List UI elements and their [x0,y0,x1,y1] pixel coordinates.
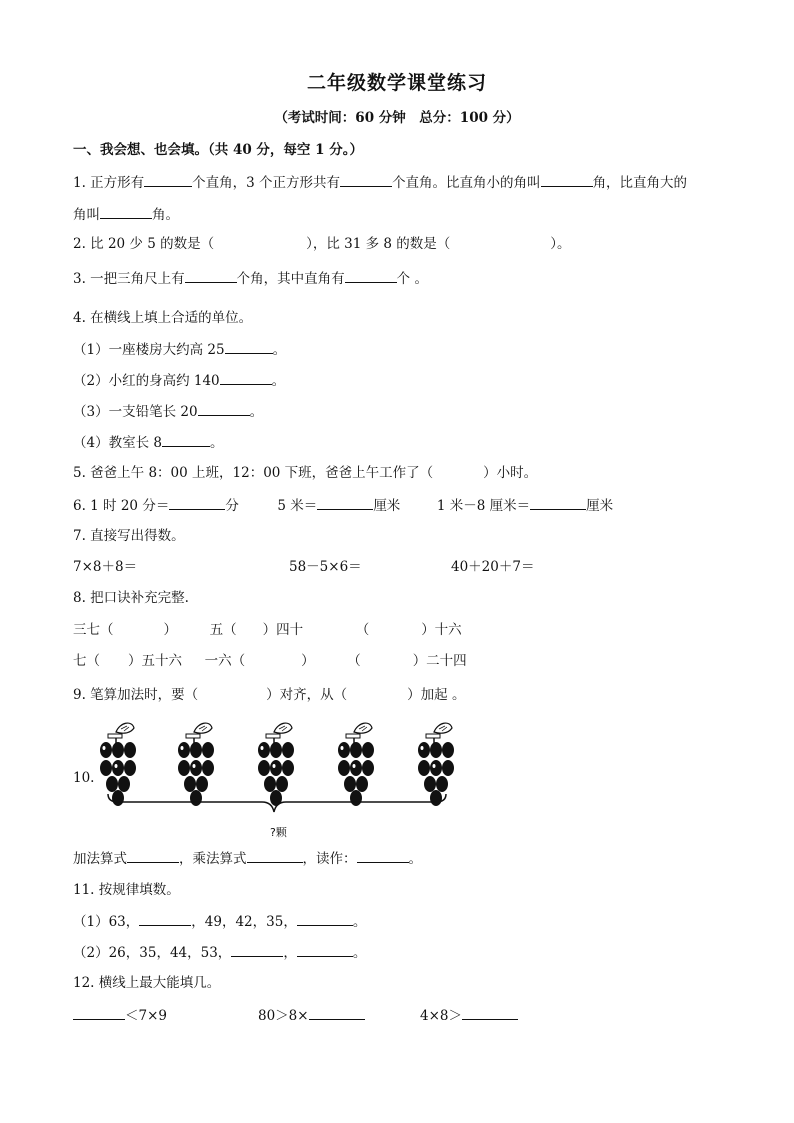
question-1: 1. 正方形有 个直角，3 个正方形共有 个直角。比直角小的角叫 角，比直角大的 [73,172,687,193]
answer-blank[interactable] [297,942,353,957]
section-heading: 一、我会想、也会填。（共 40 分，每空 1 分。） [73,142,363,158]
answer-blank[interactable] [231,942,283,957]
answer-blank[interactable] [100,204,152,219]
question-12-expr-1: ＜7×9 [73,1005,167,1026]
answer-blank[interactable] [309,1005,365,1020]
question-12-expr-3: 4×8＞ [420,1005,518,1026]
question-6: 6. 1 时 20 分＝ 分 5 米＝ 厘米 1 米－8 厘米＝ 厘米 [73,495,613,516]
answer-blank[interactable] [198,401,250,416]
question-12-expr-2: 80＞8× [258,1005,365,1026]
question-8-row-2: 七（ ）五十六 一六（ ） （ ）二十四 [73,653,467,669]
question-10: 加法算式 ，乘法算式 ，读作： 。 [73,848,422,869]
question-7-expr-2: 58－5×6＝ [289,559,362,575]
question-4: 4. 在横线上填上合适的单位。 [73,310,253,326]
question-8-row-1: 三七（ ） 五（ ）四十 （ ）十六 [73,622,462,638]
question-1-cont: 角叫 角。 [73,204,179,225]
question-8: 8. 把口诀补充完整. [73,590,189,606]
exam-info: （考试时间：60 分钟 总分：100 分） [274,110,520,126]
question-7: 7. 直接写出得数。 [73,528,185,544]
question-11: 11. 按规律填数。 [73,882,180,898]
answer-blank[interactable] [144,172,192,187]
question-4-item-1: （1）一座楼房大约高 25 。 [73,339,286,360]
answer-blank[interactable] [127,848,179,863]
answer-blank[interactable] [162,432,210,447]
answer-blank[interactable] [345,268,397,283]
grape-count-caption: ?颗 [270,826,287,839]
answer-blank[interactable] [317,495,373,510]
answer-blank[interactable] [357,848,409,863]
question-4-item-2: （2）小红的身高约 140 。 [73,370,285,391]
answer-blank[interactable] [462,1005,518,1020]
answer-blank[interactable] [340,172,392,187]
question-5: 5. 爸爸上午 8：00 上班，12：00 下班，爸爸上午工作了（ ）小时。 [73,465,538,481]
answer-blank[interactable] [297,911,353,926]
question-11-seq-1: （1）63， ，49，42，35， 。 [73,911,366,932]
question-2: 2. 比 20 少 5 的数是（ ），比 31 多 8 的数是（ ）。 [73,236,571,252]
answer-blank[interactable] [225,339,273,354]
answer-blank[interactable] [169,495,225,510]
question-12: 12. 横线上最大能填几。 [73,975,221,991]
question-4-item-4: （4）教室长 8 。 [73,432,223,453]
answer-blank[interactable] [220,370,272,385]
answer-blank[interactable] [73,1005,125,1020]
answer-blank[interactable] [530,495,586,510]
question-10-number: 10. [73,770,95,786]
question-7-expr-3: 40＋20＋7＝ [451,559,535,575]
question-9: 9. 笔算加法时，要（ ）对齐，从（ ）加起 。 [73,687,466,703]
page-title: 二年级数学课堂练习 [306,72,487,94]
grape-bunches-illustration [90,720,470,830]
answer-blank[interactable] [541,172,593,187]
question-11-seq-2: （2）26，35，44，53， ， 。 [73,942,366,963]
answer-blank[interactable] [185,268,237,283]
question-4-item-3: （3）一支铅笔长 20 。 [73,401,263,422]
answer-blank[interactable] [139,911,191,926]
question-7-expr-1: 7×8＋8＝ [73,559,138,575]
answer-blank[interactable] [247,848,303,863]
question-3: 3. 一把三角尺上有 个角，其中直角有 个 。 [73,268,428,289]
